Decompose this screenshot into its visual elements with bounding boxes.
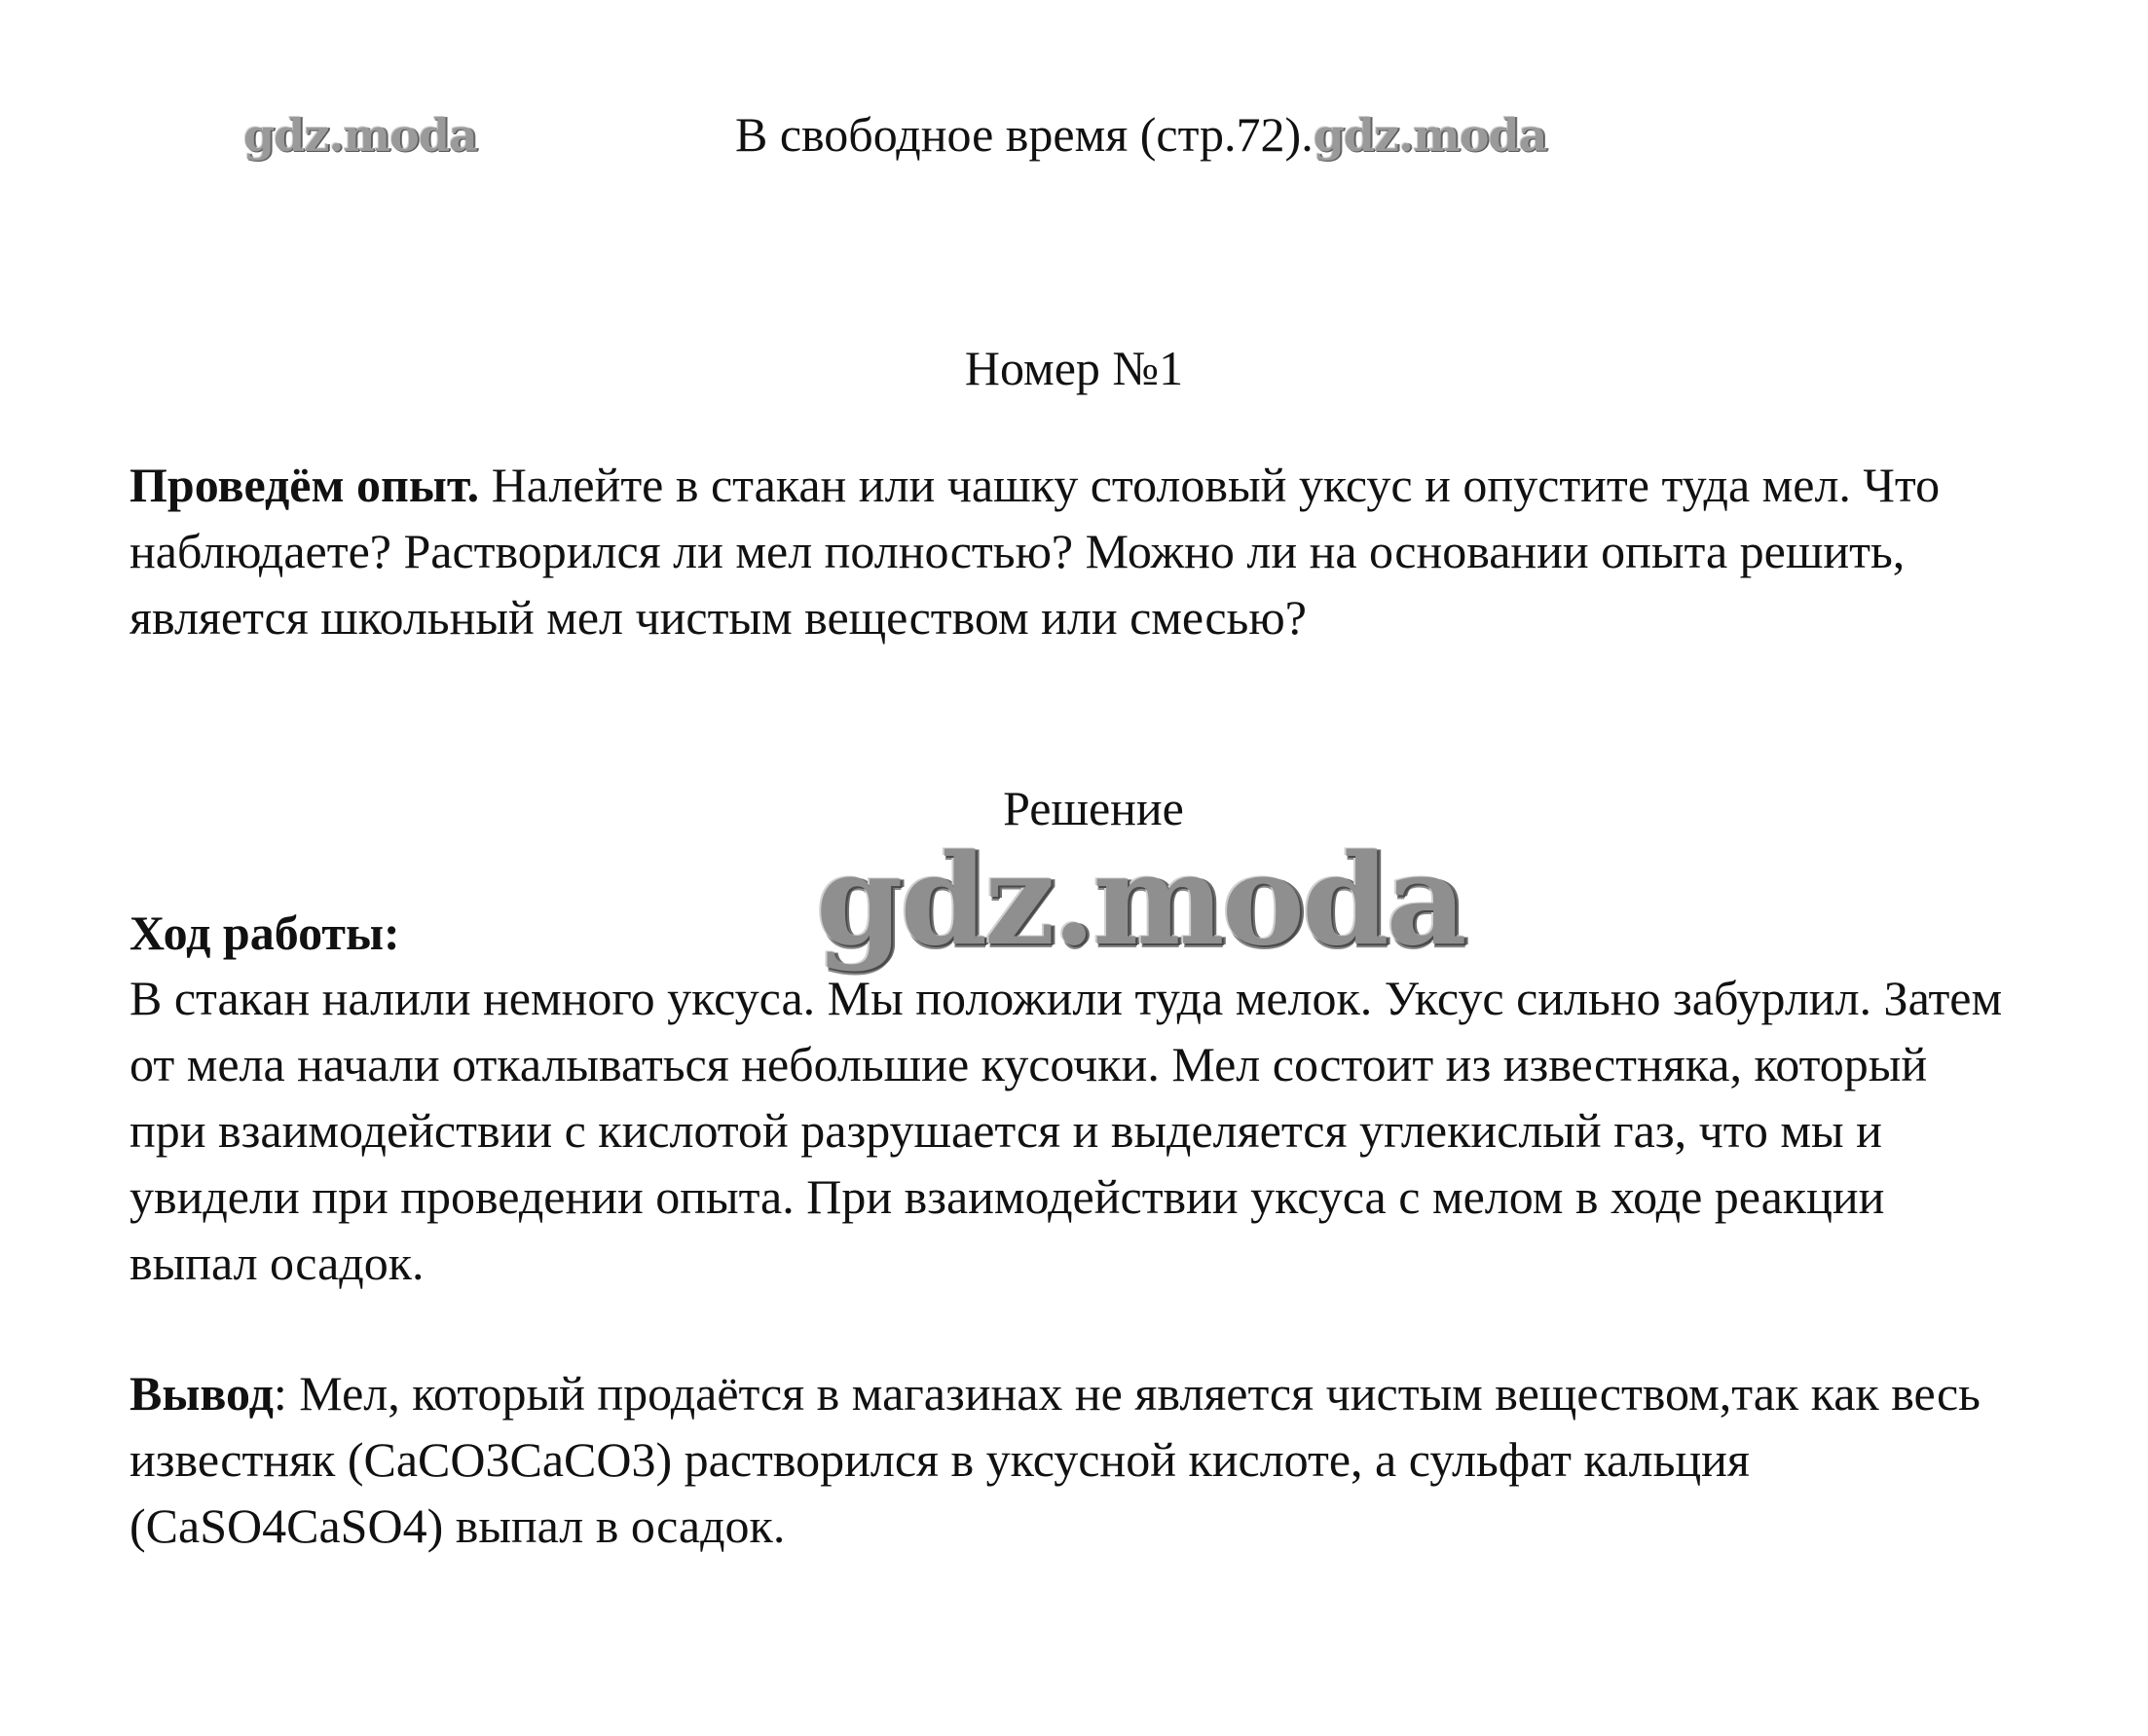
work-paragraph: В стакан налили немного уксуса. Мы положили туда мелок. Уксус сильно забурлил. Затем от мела начали откалываться небольшие кусочки. Мел состоит из известняка, который при взаимодействии с кислотой разрушается и выделяется углекислый газ, что мы и увидели при проведении опыта. При взаимодействии уксуса с мелом в ходе реакции выпал осадок. xyxy=(130,971,2003,1290)
conclusion-label: Вывод xyxy=(130,1366,274,1421)
page-title-text: В свободное время (стр.72). xyxy=(735,107,1314,162)
work-heading xyxy=(130,900,2009,966)
task-paragraph xyxy=(130,452,2009,650)
task-text: Налейте в стакан или чашку столовый уксус и опустите туда мел. Что наблюдаете? Растворился ли мел полностью? Можно ли на основании опыта решить, является школьный мел чистым веществом или смесью? xyxy=(130,458,1941,645)
watermark-logo-left: gdz.moda xyxy=(243,109,477,162)
task-lead: Проведём опыт. xyxy=(130,458,480,512)
work-heading-text: Ход работы: xyxy=(130,905,400,960)
page-title xyxy=(735,105,1547,165)
watermark-logo-right: gdz.moda xyxy=(1313,109,1547,162)
conclusion-text: : Мел, который продаётся в магазинах не является чистым веществом,так как весь известняк (CaCO3CaCO3) растворился в уксусной кислоте, а сульфат кальция (CaSO4CaSO4) выпал в осадок. xyxy=(130,1366,1981,1553)
solution-heading: Решение xyxy=(1003,781,1184,835)
conclusion-paragraph xyxy=(130,1360,2009,1559)
watermark-logo-center: gdz.moda xyxy=(816,828,1464,974)
task-number: Номер №1 xyxy=(964,341,1184,395)
